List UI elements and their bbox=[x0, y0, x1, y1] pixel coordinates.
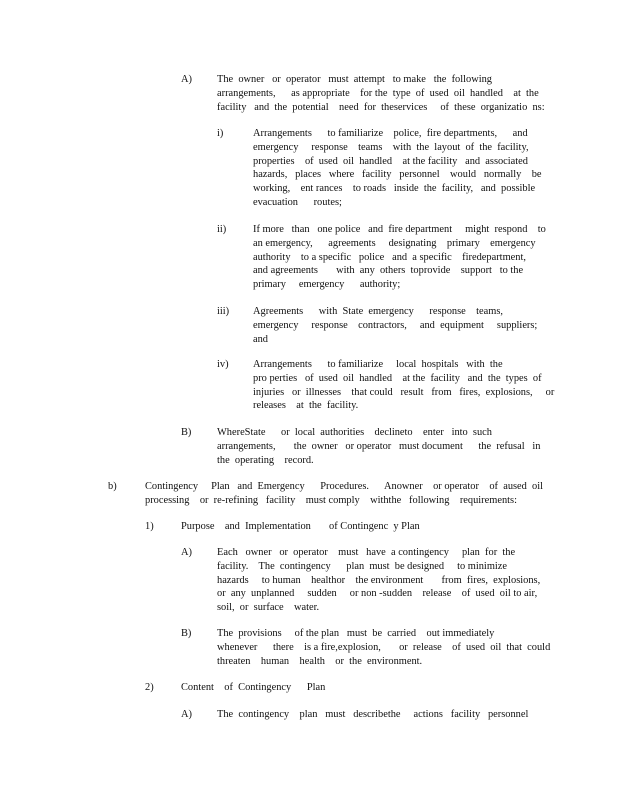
text-line: hazards, places where facility personnel would normally be bbox=[253, 169, 542, 181]
paragraph bbox=[217, 426, 540, 467]
text-line: Each owner or operator must have a contingency plan for the bbox=[217, 547, 516, 558]
text-line: emergency response contractors, and equipment suppliers; bbox=[253, 319, 538, 331]
item-label: A) bbox=[181, 709, 192, 720]
item-label: 1) bbox=[145, 521, 154, 532]
text-line: Purpose and Implementation of Contingenc y Plan bbox=[181, 521, 420, 532]
paragraph bbox=[253, 223, 546, 292]
text-line: hazards to human healthor the environment from fires, explosions, bbox=[217, 574, 541, 586]
text-line: The owner or operator must attempt to make the following bbox=[217, 74, 492, 85]
item-label: i) bbox=[217, 128, 224, 139]
text-line: Arrangements to familiarize police, fire departments, and bbox=[253, 128, 528, 139]
text-line: an emergency, agreements designating primary emergency bbox=[253, 237, 536, 249]
paragraph bbox=[253, 358, 554, 413]
text-line: or any unplanned sudden or non -sudden release of used oil to air, bbox=[217, 588, 538, 600]
text-line: The provisions of the plan must be carried out immediately bbox=[217, 628, 495, 639]
section-label: b) bbox=[108, 481, 117, 492]
text-line: and bbox=[253, 333, 269, 345]
text-line: If more than one police and fire department might respond to bbox=[253, 224, 546, 235]
paragraph bbox=[253, 127, 542, 210]
text-line: properties of used oil handled at the facility and associated bbox=[253, 155, 528, 167]
item-label: 2) bbox=[145, 682, 154, 693]
text-line: Arrangements to familiarize local hospitals with the bbox=[253, 359, 503, 370]
text-line: WhereState or local authorities declineto enter into such bbox=[217, 427, 492, 438]
text-line: evacuation routes; bbox=[253, 196, 342, 208]
text-line: Content of Contingency Plan bbox=[181, 682, 326, 693]
text-line: primary emergency authority; bbox=[253, 279, 401, 291]
paragraph bbox=[253, 305, 537, 346]
text-line: arrangements, as appropriate for the type of used oil handled at the bbox=[217, 87, 539, 99]
paragraph bbox=[145, 480, 543, 508]
text-line: Agreements with State emergency response teams, bbox=[253, 306, 503, 317]
text-line: pro perties of used oil handled at the facility and the types of bbox=[253, 372, 542, 384]
text-line: working, ent rances to roads inside the facility, and possible bbox=[253, 183, 536, 195]
text-line: injuries or illnesses that could result from fires, explosions, or bbox=[253, 386, 555, 398]
item-label: B) bbox=[181, 628, 192, 639]
text-line: and agreements with any others toprovide support to the bbox=[253, 265, 524, 277]
paragraph bbox=[217, 73, 545, 114]
text-line: threaten human health or the environment. bbox=[217, 655, 423, 667]
item-label: ii) bbox=[217, 224, 227, 235]
item-label: iii) bbox=[217, 306, 230, 317]
item-label: B) bbox=[181, 427, 192, 438]
text-line: arrangements, the owner or operator must document the refusal in bbox=[217, 440, 541, 452]
text-line: facility and the potential need for theservices of these organizatio ns: bbox=[217, 101, 545, 113]
paragraph bbox=[217, 546, 540, 615]
item-label: A) bbox=[181, 74, 192, 85]
text-line: authority to a specific police and a specific firedepartment, bbox=[253, 251, 526, 263]
text-line: The contingency plan must describethe actions facility personnel bbox=[217, 709, 529, 720]
text-line: processing or re-refining facility must comply withthe following requirements: bbox=[145, 494, 517, 506]
item-label: A) bbox=[181, 547, 192, 558]
text-line: whenever there is a fire,explosion, or release of used oil that could bbox=[217, 641, 551, 653]
text-line: emergency response teams with the layout of the facility, bbox=[253, 141, 529, 153]
heading bbox=[181, 681, 325, 695]
heading bbox=[181, 520, 420, 534]
text-line: releases at the facility. bbox=[253, 400, 359, 412]
text-line: facility. The contingency plan must be designed to minimize bbox=[217, 560, 508, 572]
text-line: the operating record. bbox=[217, 454, 314, 466]
text-line: Contingency Plan and Emergency Procedures. Anowner or operator of aused oil bbox=[145, 481, 544, 492]
paragraph bbox=[217, 708, 528, 722]
item-label: iv) bbox=[217, 359, 229, 370]
text-line: soil, or surface water. bbox=[217, 602, 320, 614]
paragraph bbox=[217, 627, 550, 668]
